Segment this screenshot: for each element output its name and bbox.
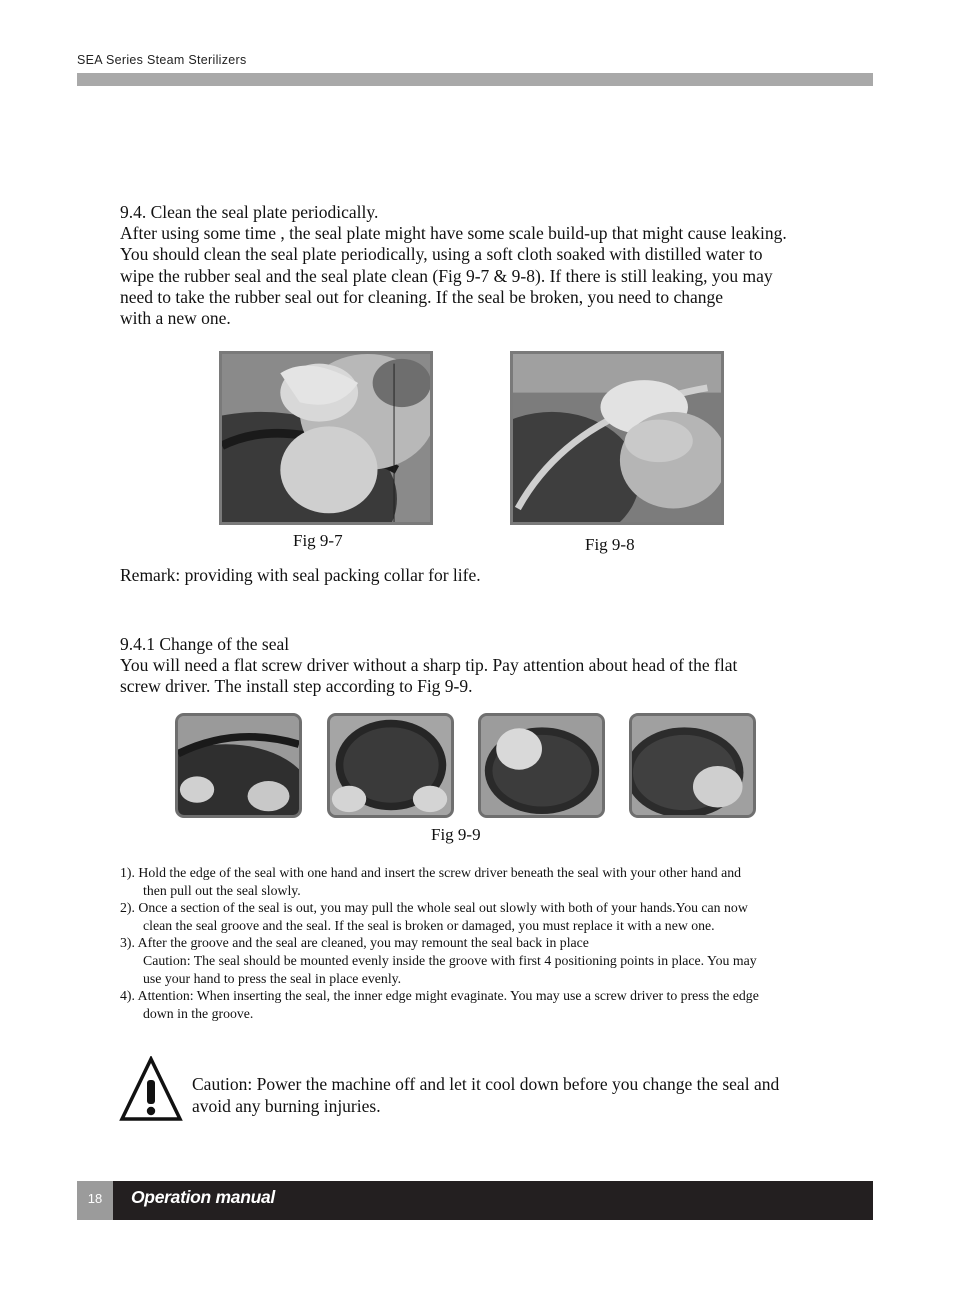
instruction-steps [120, 864, 850, 1022]
step-text-continued: down in the groove. [143, 1005, 254, 1021]
paragraph-line: with a new one. [120, 308, 231, 329]
caution-text [192, 1074, 852, 1117]
paragraph-line: After using some time , the seal plate might have some scale build-up that might cause leaking. [120, 223, 787, 244]
caution-line: avoid any burning injuries. [192, 1095, 381, 1116]
remark-text: Remark: providing with seal packing collar for life. [120, 565, 481, 585]
warning-triangle-icon [119, 1056, 183, 1122]
step-text-continued: use your hand to press the seal in place evenly. [143, 970, 402, 986]
caution-line: Caution: Power the machine off and let it cool down before you change the seal and [192, 1074, 780, 1094]
step-text: 2). Once a section of the seal is out, you may pull the whole seal out slowly with both of your hands.You can now [120, 900, 748, 916]
figure-caption: Fig 9-8 [585, 535, 635, 554]
step-text-continued: then pull out the seal slowly. [143, 882, 301, 898]
section-heading: 9.4. Clean the seal plate periodically. [120, 202, 379, 222]
paragraph-line: screw driver. The install step according to Fig 9-9. [120, 676, 473, 697]
figure-caption: Fig 9-9 [431, 825, 481, 844]
page-number: 18 [77, 1181, 113, 1220]
step-item [120, 899, 850, 934]
section-9-4-1 [120, 634, 865, 698]
paragraph-line: You should clean the seal plate periodically, using a soft cloth soaked with distilled water to [120, 244, 763, 265]
photo-fig-9-9-step-4 [629, 713, 756, 818]
step-text: 4). Attention: When inserting the seal, the inner edge might evaginate. You may use a screw driver to press the edge [120, 988, 759, 1004]
step-item [120, 934, 850, 987]
photo-fig-9-9-step-1 [175, 713, 302, 818]
document-header-title: SEA Series Steam Sterilizers [77, 53, 247, 67]
section-9-4 [120, 202, 865, 329]
step-text: 3). After the groove and the seal are cleaned, you may remount the seal back in place [120, 935, 589, 951]
paragraph-line: You will need a flat screw driver without a sharp tip. Pay attention about head of the flat [120, 655, 738, 676]
figure-caption: Fig 9-7 [293, 531, 343, 550]
step-text-continued: Caution: The seal should be mounted evenly inside the groove with first 4 positioning points in place. You may [143, 952, 757, 968]
photo-fig-9-9-step-3 [478, 713, 605, 818]
footer-label: Operation manual [131, 1187, 275, 1207]
section-heading: 9.4.1 Change of the seal [120, 634, 290, 654]
paragraph-line: need to take the rubber seal out for cleaning. If the seal be broken, you need to change [120, 286, 724, 307]
paragraph-line: wipe the rubber seal and the seal plate clean (Fig 9-7 & 9-8). If there is still leaking, you may [120, 265, 773, 286]
step-item [120, 987, 850, 1022]
step-text: 1). Hold the edge of the seal with one hand and insert the screw driver beneath the seal with your other hand and [120, 865, 742, 880]
photo-fig-9-9-step-2 [327, 713, 454, 818]
step-text-continued: clean the seal groove and the seal. If the seal is broken or damaged, you must replace it with a new one. [143, 917, 715, 933]
step-item [120, 864, 850, 899]
photo-fig-9-8 [510, 351, 724, 525]
photo-fig-9-7 [219, 351, 433, 525]
header-divider-bar [77, 73, 873, 86]
